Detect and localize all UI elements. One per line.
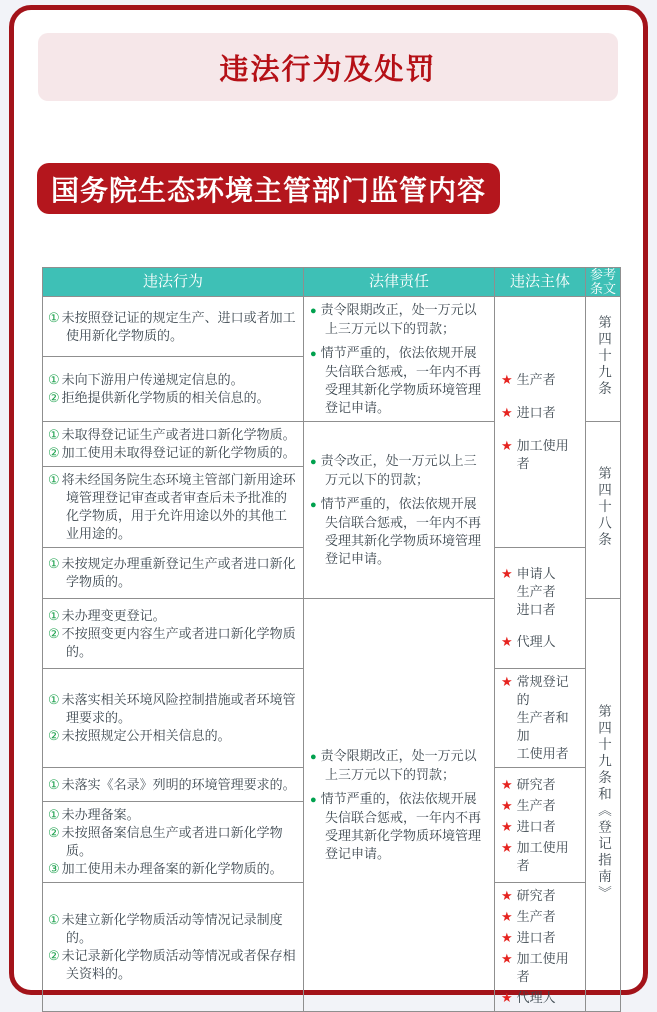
circled-number-icon: ① (48, 472, 60, 487)
behavior-text: 未建立新化学物质活动等情况记录制度的。 (61, 912, 283, 945)
behavior-item (48, 444, 298, 462)
subject-item (501, 371, 581, 389)
subject-line: 进口者 (516, 405, 556, 420)
header-legal-responsibility: 法律责任 (304, 268, 495, 297)
subject-line: 加工使用者 (516, 951, 569, 984)
star-icon: ★ (501, 674, 513, 689)
subject-text (517, 371, 556, 389)
subject-text (517, 673, 581, 763)
responsibility-text: 情节严重的，依法依规开展失信联合惩戒，一年内不再受理其新化学物质环境管理登记申请。 (320, 496, 482, 566)
subject-item (501, 437, 581, 473)
subject-text (517, 839, 581, 875)
circled-number-icon: ① (48, 807, 60, 822)
circled-number-icon: ② (48, 825, 60, 840)
responsibility-item (310, 344, 488, 417)
star-icon: ★ (501, 990, 513, 1005)
circled-number-icon: ③ (48, 861, 60, 876)
subject-text (517, 437, 581, 473)
circled-number-icon: ① (48, 912, 60, 927)
behavior-item (48, 691, 298, 727)
subject-line: 研究者 (516, 888, 556, 903)
behavior-cell (43, 467, 304, 548)
star-icon: ★ (501, 372, 513, 387)
behavior-text: 未按照备案信息生产或者进口新化学物质。 (61, 825, 283, 858)
responsibility-cell (304, 297, 495, 422)
reference-cell (586, 422, 621, 599)
behavior-text: 未落实相关环境风险控制措施或者环境管理要求的。 (61, 692, 296, 725)
circled-number-icon: ② (48, 948, 60, 963)
behavior-text: 将未经国务院生态环境主管部门新用途环境管理登记审查或者审查后未予批准的化学物质，用于允许用途以外的其他工业用途的。 (61, 472, 296, 541)
subject-item (501, 989, 581, 1007)
behavior-item (48, 555, 298, 591)
violations-table-wrapper (42, 267, 620, 1012)
behavior-item (48, 309, 298, 345)
circled-number-icon: ② (48, 445, 60, 460)
star-icon: ★ (501, 634, 513, 649)
responsibility-item (310, 301, 488, 338)
circled-number-icon: ② (48, 625, 60, 641)
subject-line: 申请人 (516, 566, 556, 581)
bullet-icon: ● (310, 456, 317, 468)
behavior-text: 未向下游用户传递规定信息的。 (61, 372, 244, 388)
subject-line: 工使用者 (516, 746, 569, 761)
star-icon: ★ (501, 839, 513, 855)
bullet-icon: ● (310, 348, 317, 360)
table-row (43, 297, 621, 357)
behavior-item (48, 860, 298, 878)
subject-item (501, 887, 581, 905)
star-icon: ★ (501, 566, 513, 581)
subject-line: 生产者 (516, 372, 556, 387)
behavior-cell (43, 883, 304, 1012)
subject-line: 进口者 (516, 602, 556, 617)
circled-number-icon: ① (48, 427, 60, 442)
subject-text (517, 565, 556, 619)
bullet-icon: ● (310, 499, 317, 511)
behavior-item (48, 426, 298, 444)
responsibility-cell (304, 599, 495, 1012)
subject-line: 进口者 (516, 818, 556, 834)
subject-text (517, 929, 556, 947)
star-icon: ★ (501, 818, 513, 834)
behavior-text: 加工使用未取得登记证的新化学物质的。 (61, 445, 296, 460)
behavior-text: 未办理备案。 (61, 807, 140, 822)
reference-text: 第四十八条 (596, 466, 611, 549)
subject-text (517, 404, 556, 422)
table-header-row (43, 268, 621, 297)
star-icon: ★ (501, 776, 513, 792)
subject-item (501, 839, 581, 875)
star-icon: ★ (501, 405, 513, 420)
behavior-item (48, 471, 298, 543)
header-illegal-subject: 违法主体 (495, 268, 586, 297)
circled-number-icon: ① (48, 776, 60, 792)
subject-text (517, 908, 556, 926)
behavior-text: 未按照规定公开相关信息的。 (61, 728, 231, 743)
responsibility-text: 情节严重的，依法依规开展失信联合惩戒，一年内不再受理其新化学物质环境管理登记申请。 (320, 791, 482, 861)
subject-text (517, 797, 556, 815)
bullet-icon: ● (310, 751, 317, 763)
behavior-cell (43, 802, 304, 883)
responsibility-text: 情节严重的，依法依规开展失信联合惩戒，一年内不再受理其新化学物质环境管理登记申请。 (320, 345, 482, 415)
circled-number-icon: ① (48, 692, 60, 707)
circled-number-icon: ① (48, 607, 60, 623)
behavior-item (48, 625, 298, 661)
subject-line: 常规登记的 (516, 674, 569, 707)
subject-line: 生产者 (516, 909, 556, 924)
behavior-cell (43, 548, 304, 599)
star-icon: ★ (501, 930, 513, 945)
subject-line: 代理人 (516, 990, 556, 1005)
header-reference-clause: 参考条文 (586, 268, 621, 297)
behavior-text: 不按照变更内容生产或者进口新化学物质的。 (61, 625, 296, 659)
behavior-item (48, 607, 298, 625)
behavior-text: 未办理变更登记。 (61, 607, 166, 623)
behavior-item (48, 776, 298, 794)
subject-cell (495, 297, 586, 548)
subject-item (501, 404, 581, 422)
behavior-cell (43, 669, 304, 768)
subject-cell (495, 669, 586, 768)
subject-line: 代理人 (516, 634, 556, 649)
reference-text: 第四十九条和《登记指南》 (596, 703, 611, 902)
subject-cell (495, 768, 586, 883)
bullet-icon: ● (310, 794, 317, 806)
subject-text (517, 776, 556, 794)
behavior-item (48, 824, 298, 860)
subject-text (517, 633, 556, 651)
subject-text (517, 887, 556, 905)
subject-item (501, 797, 581, 815)
violations-table (42, 267, 621, 1012)
subject-line: 加工使用者 (516, 438, 569, 471)
subject-text (517, 950, 581, 986)
behavior-cell (43, 599, 304, 669)
behavior-cell (43, 422, 304, 467)
star-icon: ★ (501, 888, 513, 903)
behavior-text: 未记录新化学物质活动等情况或者保存相关资料的。 (61, 948, 296, 981)
subject-item (501, 950, 581, 986)
reference-cell (586, 297, 621, 422)
section-badge-label: 国务院生态环境主管部门监管内容 (50, 174, 486, 206)
responsibility-item (310, 747, 488, 784)
subject-line: 生产者和加 (516, 710, 569, 743)
responsibility-cell (304, 422, 495, 599)
subject-line: 进口者 (516, 930, 556, 945)
behavior-item (48, 911, 298, 947)
subject-item (501, 565, 581, 619)
subject-text (517, 989, 556, 1007)
subject-item (501, 908, 581, 926)
star-icon: ★ (501, 909, 513, 924)
subject-line: 加工使用者 (516, 839, 569, 873)
responsibility-text: 责令限期改正，处一万元以上三万元以下的罚款； (320, 302, 477, 336)
responsibility-item (310, 790, 488, 863)
subject-line: 生产者 (516, 584, 556, 599)
subject-item (501, 929, 581, 947)
behavior-cell (43, 297, 304, 357)
reference-text: 第四十九条 (596, 315, 611, 398)
subject-cell (495, 548, 586, 669)
circled-number-icon: ② (48, 390, 60, 406)
subject-item (501, 818, 581, 836)
subject-item (501, 673, 581, 763)
section-badge (37, 163, 500, 214)
responsibility-text: 责令改正，处一万元以上三万元以下的罚款； (320, 453, 477, 487)
behavior-item (48, 806, 298, 824)
bullet-icon: ● (310, 305, 317, 317)
star-icon: ★ (501, 797, 513, 813)
reference-cell (586, 599, 621, 1012)
behavior-item (48, 389, 298, 407)
behavior-item (48, 947, 298, 983)
behavior-text: 未取得登记证生产或者进口新化学物质。 (61, 427, 296, 442)
responsibility-text: 责令限期改正，处一万元以上三万元以下的罚款； (320, 748, 477, 782)
responsibility-item (310, 495, 488, 568)
subject-item (501, 776, 581, 794)
behavior-cell (43, 768, 304, 802)
header-illegal-behavior: 违法行为 (43, 268, 304, 297)
behavior-text: 未按规定办理重新登记生产或者进口新化学物质的。 (61, 556, 296, 589)
star-icon: ★ (501, 951, 513, 966)
responsibility-item (310, 452, 488, 489)
behavior-item (48, 371, 298, 389)
behavior-cell (43, 357, 304, 422)
circled-number-icon: ① (48, 309, 60, 325)
circled-number-icon: ① (48, 372, 60, 388)
title-banner (38, 33, 618, 101)
page-title: 违法行为及处罚 (219, 53, 437, 86)
circled-number-icon: ① (48, 556, 60, 571)
behavior-item (48, 727, 298, 745)
behavior-text: 未按照登记证的规定生产、进口或者加工使用新化学物质的。 (61, 309, 296, 343)
subject-text (517, 818, 556, 836)
behavior-text: 未落实《名录》列明的环境管理要求的。 (61, 776, 296, 792)
behavior-text: 加工使用未办理备案的新化学物质的。 (61, 861, 283, 876)
subject-line: 研究者 (516, 776, 556, 792)
subject-line: 生产者 (516, 797, 556, 813)
subject-item (501, 633, 581, 651)
behavior-text: 拒绝提供新化学物质的相关信息的。 (61, 390, 270, 406)
star-icon: ★ (501, 438, 513, 453)
circled-number-icon: ② (48, 728, 60, 743)
subject-cell (495, 883, 586, 1012)
